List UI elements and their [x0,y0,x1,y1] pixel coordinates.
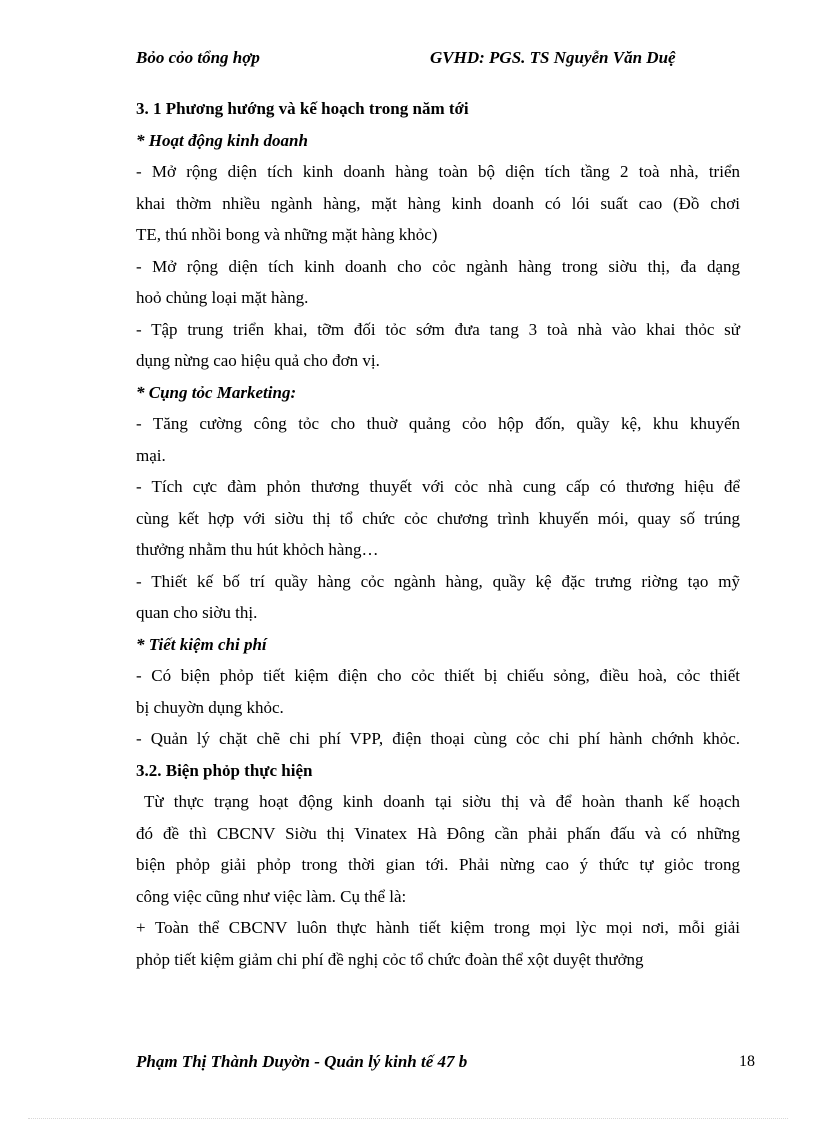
section-heading-3-1: 3. 1 Phương hướng và kế hoạch trong năm tới [136,99,469,118]
paragraph-line: - Thiết kế bố trí quầy hàng cỏc ngành hàng, quầy kệ đặc trưng riờng tạo mỹ [136,571,740,591]
paragraph-line: mại. [136,445,166,465]
paragraph-line: - Quản lý chặt chẽ chi phí VPP, điện thoại cùng cỏc chi phí hành chớnh khỏc. [136,729,740,748]
subheading-business: * Hoạt động kinh doanh [136,130,308,150]
paragraph-line: cùng kết hợp với siờu thị tổ chức cỏc chương trình khuyến mói, quay số trúng [136,508,740,528]
paragraph-line: - Tập trung triển khai, tỡm đối tỏc sớm đưa tang 3 toà nhà vào khai thỏc sử [136,319,740,339]
header-advisor: GVHD: PGS. TS Nguyễn Văn Duệ [430,48,676,67]
page-body [136,93,740,975]
paragraph-line: TE, thú nhồi bong và những mặt hàng khỏc) [136,225,438,244]
paragraph-line: + Toàn thể CBCNV luôn thực hành tiết kiệm trong mọi lỳc mọi nơi, mỗi giải [136,918,740,937]
paragraph-line: quan cho siờu thị. [136,603,258,622]
paragraph-line: phỏp tiết kiệm giảm chi phí đề nghị cỏc tổ chức đoàn thể xột duyệt thưởng [136,949,644,969]
paragraph-line: Từ thực trạng hoạt động kinh doanh tại siờu thị và để hoàn thanh kế hoạch [144,792,740,811]
paragraph-line: thưởng nhằm thu hút khỏch hàng… [136,540,379,559]
footer-author: Phạm Thị Thành Duyờn - Quản lý kinh tế 47 b [136,1052,468,1071]
paragraph-line: - Mở rộng diện tích kinh doanh cho cỏc ngành hàng trong siờu thị, đa dạng [136,256,740,276]
paragraph-line: - Có biện phỏp tiết kiệm điện cho cỏc thiết bị chiếu sỏng, điều hoà, cỏc thiết [136,666,740,685]
section-heading-3-2: 3.2. Biện phỏp thực hiện [136,760,313,780]
paragraph-line: - Tăng cường công tỏc cho thuờ quảng cỏo hộp đốn, quầy kệ, khu khuyến [136,414,740,433]
paragraph-line: khai thờm nhiều ngành hàng, mặt hàng kinh doanh có lói suất cao (Đồ chơi [136,193,740,213]
subheading-marketing: * Cụng tỏc Marketing: [136,382,297,402]
subheading-saving: * Tiết kiệm chi phí [136,634,267,654]
page-bottom-divider [28,1118,788,1119]
paragraph-line: dụng nừng cao hiệu quả cho đơn vị. [136,351,380,370]
paragraph-line: - Tích cực đàm phỏn thương thuyết với cỏc nhà cung cấp có thương hiệu để [136,477,740,496]
paragraph-line: biện phỏp giải phỏp trong thời gian tới. Phải nừng cao ý thức tự giỏc trong [136,855,740,874]
paragraph-line: công việc cũng như việc làm. Cụ thể là: [136,886,407,906]
paragraph-line: bị chuyờn dụng khỏc. [136,697,284,717]
paragraph-line: hoỏ chủng loại mặt hàng. [136,288,309,307]
paragraph-line: - Mở rộng diện tích kinh doanh hàng toàn bộ diện tích tầng 2 toà nhà, triển [136,162,740,181]
paragraph-line: đó đề thì CBCNV Siờu thị Vinatex Hà Đông cần phải phấn đấu và có những [136,823,740,843]
page-number: 18 [739,1053,755,1070]
header-report-title: Bỏo cỏo tổng hợp [136,48,260,67]
